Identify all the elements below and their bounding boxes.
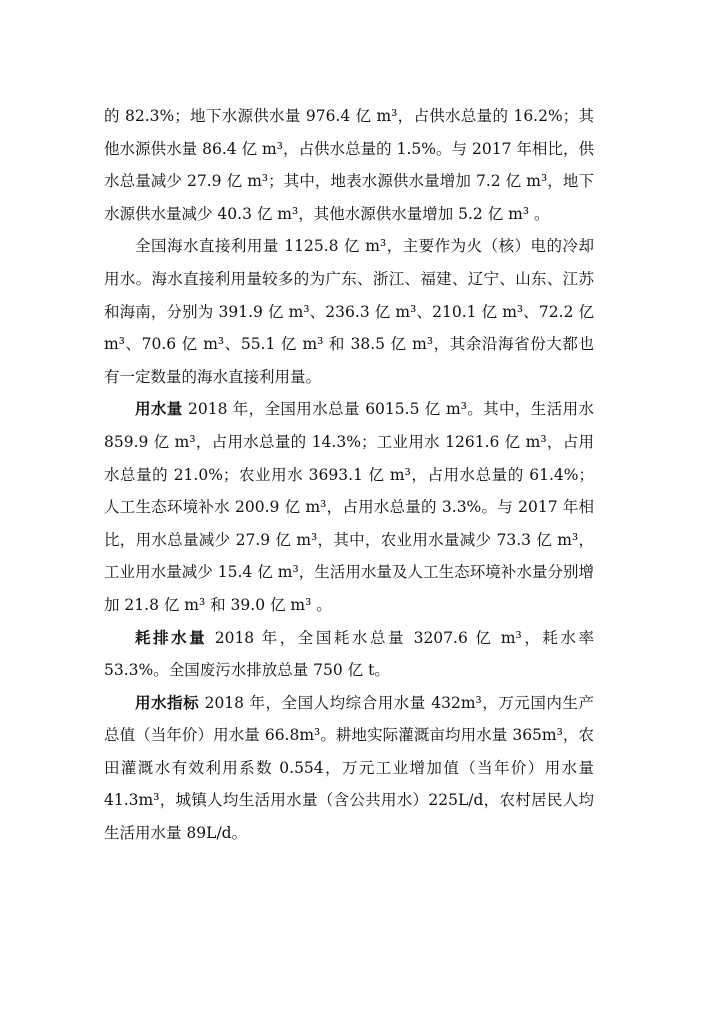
body-consumption-discharge: 2018 年，全国耗水总量 3207.6 亿 m³，耗水率 53.3%。全国废污水排放总量 750 亿 t。 — [104, 628, 594, 680]
paragraph-seawater-use: 全国海水直接利用量 1125.8 亿 m³，主要作为火（核）电的冷却用水。海水直接利用量较多的为广东、浙江、福建、辽宁、山东、江苏和海南，分别为 391.9 亿 m³、236.3 亿 m³、210.1 亿 m³、72.2 亿 m³、70.6 亿 m³、55.1 亿 m³ 和 38.5 亿 m³，其余沿海省份大都也有一定数量的海水直接利用量。 — [104, 237, 594, 386]
body-water-use: 2018 年，全国用水总量 6015.5 亿 m³。其中，生活用水 859.9 亿 m³，占用水总量的 14.3%；工业用水 1261.6 亿 m³，占用水总量的 21.0%；农业用水 3693.1 亿 m³，占用水总量的 61.4%；人工生态环境补水 200.9 亿 m³，占用水总量的 3.3%。与 2017 年相比，用水总量减少 27.9 亿 m³，其中，农业用水量减少 73.3 亿 m³，工业用水量减少 15.4 亿 m³，生活用水量及人工生态环境补水量分别增加 21.8 亿 m³ 和 39.0 亿 m³ 。 — [104, 400, 594, 614]
heading-consumption-discharge: 耗排水量 — [135, 628, 208, 647]
document-page — [104, 100, 594, 850]
heading-water-use: 用水量 — [135, 400, 183, 419]
paragraph-water-supply: 的 82.3%；地下水源供水量 976.4 亿 m³，占供水总量的 16.2%；其他水源供水量 86.4 亿 m³，占供水总量的 1.5%。与 2017 年相比，供水总量减少 27.9 亿 m³；其中，地表水源供水量增加 7.2 亿 m³，地下水源供水量减少 40.3 亿 m³，其他水源供水量增加 5.2 亿 m³ 。 — [104, 107, 594, 223]
paragraph-water-indicators — [104, 687, 594, 850]
paragraph-water-use — [104, 393, 594, 621]
body-water-indicators: 2018 年，全国人均综合用水量 432m³，万元国内生产总值（当年价）用水量 66.8m³。耕地实际灌溉亩均用水量 365m³，农田灌溉水有效利用系数 0.554，万元工业增加值（当年价）用水量 41.3m³，城镇人均生活用水量（含公共用水）225L/d，农村居民人均生活用水量 89L/d。 — [104, 693, 594, 843]
heading-water-indicators: 用水指标 — [135, 693, 200, 712]
paragraph-consumption-discharge — [104, 622, 594, 687]
